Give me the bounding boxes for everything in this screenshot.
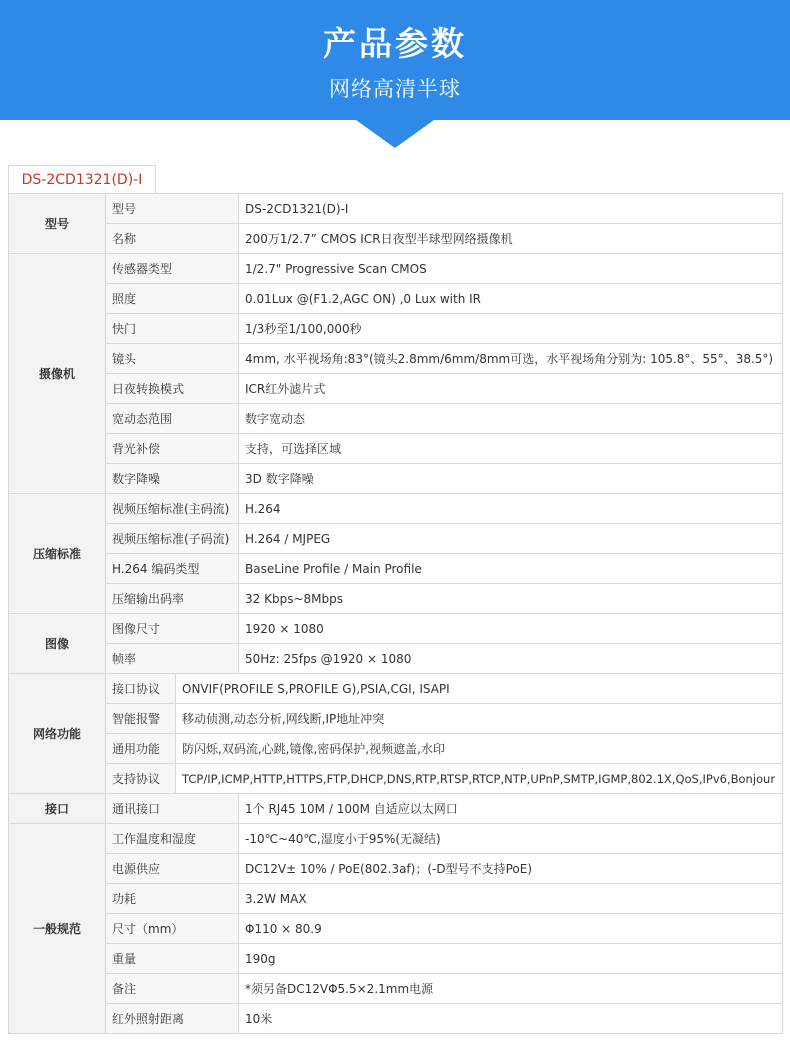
spec-value: TCP/IP,ICMP,HTTP,HTTPS,FTP,DHCP,DNS,RTP,RTSP,RTCP,NTP,UPnP,SMTP,IGMP,802.1X,QoS,IPv6,Bonjour <box>176 764 782 793</box>
spec-row <box>9 254 783 284</box>
spec-label: 视频压缩标准(主码流) <box>106 494 239 524</box>
spec-value: 50Hz: 25fps @1920 × 1080 <box>239 644 783 674</box>
spec-row <box>9 704 783 734</box>
spec-value: 0.01Lux @(F1.2,AGC ON) ,0 Lux with IR <box>239 284 783 314</box>
spec-group-name: 图像 <box>9 614 106 674</box>
spec-label: 电源供应 <box>106 854 239 884</box>
spec-row <box>9 734 783 764</box>
spec-label: 功耗 <box>106 884 239 914</box>
spec-row-inner <box>106 674 782 703</box>
spec-row <box>9 554 783 584</box>
spec-value: H.264 / MJPEG <box>239 524 783 554</box>
spec-label: 日夜转换模式 <box>106 374 239 404</box>
spec-group-name: 型号 <box>9 194 106 254</box>
banner-arrow-decoration <box>356 120 434 148</box>
spec-row <box>9 464 783 494</box>
spec-value: -10℃~40℃,湿度小于95%(无凝结) <box>239 824 783 854</box>
spec-row <box>9 344 783 374</box>
spec-value: 支持，可选择区域 <box>239 434 783 464</box>
spec-group-name: 摄像机 <box>9 254 106 494</box>
spec-value: 4mm, 水平视场角:83°(镜头2.8mm/6mm/8mm可选，水平视场角分别为: 105.8°、55°、38.5°) <box>239 344 783 374</box>
spec-table <box>8 193 783 1034</box>
spec-value: 1/3秒至1/100,000秒 <box>239 314 783 344</box>
spec-value: *须另备DC12VΦ5.5×2.1mm电源 <box>239 974 783 1004</box>
spec-label: 重量 <box>106 944 239 974</box>
spec-label: 通讯接口 <box>106 794 239 824</box>
spec-row <box>9 314 783 344</box>
spec-value: Φ110 × 80.9 <box>239 914 783 944</box>
spec-row <box>9 194 783 224</box>
spec-value: ICR红外滤片式 <box>239 374 783 404</box>
spec-row <box>9 224 783 254</box>
spec-value: 移动侦测,动态分析,网线断,IP地址冲突 <box>176 704 782 733</box>
spec-row <box>9 584 783 614</box>
spec-label: 数字降噪 <box>106 464 239 494</box>
page-title: 产品参数 <box>323 24 467 63</box>
spec-row <box>9 824 783 854</box>
spec-label <box>106 704 783 734</box>
spec-group-name: 网络功能 <box>9 674 106 794</box>
spec-label <box>106 734 783 764</box>
spec-row <box>9 614 783 644</box>
spec-group-name: 压缩标准 <box>9 494 106 614</box>
spec-label: H.264 编码类型 <box>106 554 239 584</box>
spec-value: H.264 <box>239 494 783 524</box>
spec-value: 200万1/2.7” CMOS ICR日夜型半球型网络摄像机 <box>239 224 783 254</box>
spec-value: ONVIF(PROFILE S,PROFILE G),PSIA,CGI, ISAPI <box>176 674 782 703</box>
spec-label: 视频压缩标准(子码流) <box>106 524 239 554</box>
spec-label: 名称 <box>106 224 239 254</box>
spec-label: 压缩输出码率 <box>106 584 239 614</box>
spec-label: 快门 <box>106 314 239 344</box>
spec-label: 红外照射距离 <box>106 1004 239 1034</box>
spec-row <box>9 404 783 434</box>
spec-value: 1/2.7" Progressive Scan CMOS <box>239 254 783 284</box>
spec-row <box>9 524 783 554</box>
spec-row <box>9 884 783 914</box>
spec-label: 传感器类型 <box>106 254 239 284</box>
spec-label <box>106 764 783 794</box>
spec-row <box>9 764 783 794</box>
spec-row <box>9 494 783 524</box>
spec-label: 宽动态范围 <box>106 404 239 434</box>
spec-value: 190g <box>239 944 783 974</box>
spec-row <box>9 794 783 824</box>
spec-label: 工作温度和湿度 <box>106 824 239 854</box>
spec-label: 接口协议 <box>106 674 176 703</box>
spec-label: 智能报警 <box>106 704 176 733</box>
spec-value: 1个 RJ45 10M / 100M 自适应以太网口 <box>239 794 783 824</box>
spec-value: 防闪烁,双码流,心跳,镜像,密码保护,视频遮盖,水印 <box>176 734 782 763</box>
spec-value: 32 Kbps~8Mbps <box>239 584 783 614</box>
spec-row <box>9 434 783 464</box>
spec-row-inner <box>106 764 782 793</box>
spec-group-name: 一般规范 <box>9 824 106 1034</box>
spec-label: 镜头 <box>106 344 239 374</box>
spec-group-name: 接口 <box>9 794 106 824</box>
spec-row <box>9 974 783 1004</box>
spec-value: 3.2W MAX <box>239 884 783 914</box>
header-banner <box>0 0 790 120</box>
model-tab[interactable]: DS-2CD1321(D)-I <box>8 165 156 193</box>
spec-value: BaseLine Profile / Main Profile <box>239 554 783 584</box>
spec-row-inner <box>106 704 782 733</box>
spec-row <box>9 374 783 404</box>
spec-label: 照度 <box>106 284 239 314</box>
spec-label: 型号 <box>106 194 239 224</box>
spec-value: DC12V± 10% / PoE(802.3af)；(-D型号不支持PoE) <box>239 854 783 884</box>
spec-row <box>9 914 783 944</box>
spec-row <box>9 674 783 704</box>
spec-label <box>106 674 783 704</box>
spec-value: 数字宽动态 <box>239 404 783 434</box>
spec-label: 图像尺寸 <box>106 614 239 644</box>
spec-value: 10米 <box>239 1004 783 1034</box>
spec-label: 通用功能 <box>106 734 176 763</box>
spec-row <box>9 644 783 674</box>
spec-label: 背光补偿 <box>106 434 239 464</box>
spec-value: 1920 × 1080 <box>239 614 783 644</box>
spec-label: 备注 <box>106 974 239 1004</box>
spec-label: 帧率 <box>106 644 239 674</box>
spec-value: DS-2CD1321(D)-I <box>239 194 783 224</box>
spec-row <box>9 1004 783 1034</box>
spec-row <box>9 854 783 884</box>
spec-row <box>9 944 783 974</box>
spec-row-inner <box>106 734 782 763</box>
spec-label: 支持协议 <box>106 764 176 793</box>
spec-value: 3D 数字降噪 <box>239 464 783 494</box>
spec-row <box>9 284 783 314</box>
spec-label: 尺寸（mm） <box>106 914 239 944</box>
page-subtitle: 网络高清半球 <box>329 77 461 101</box>
